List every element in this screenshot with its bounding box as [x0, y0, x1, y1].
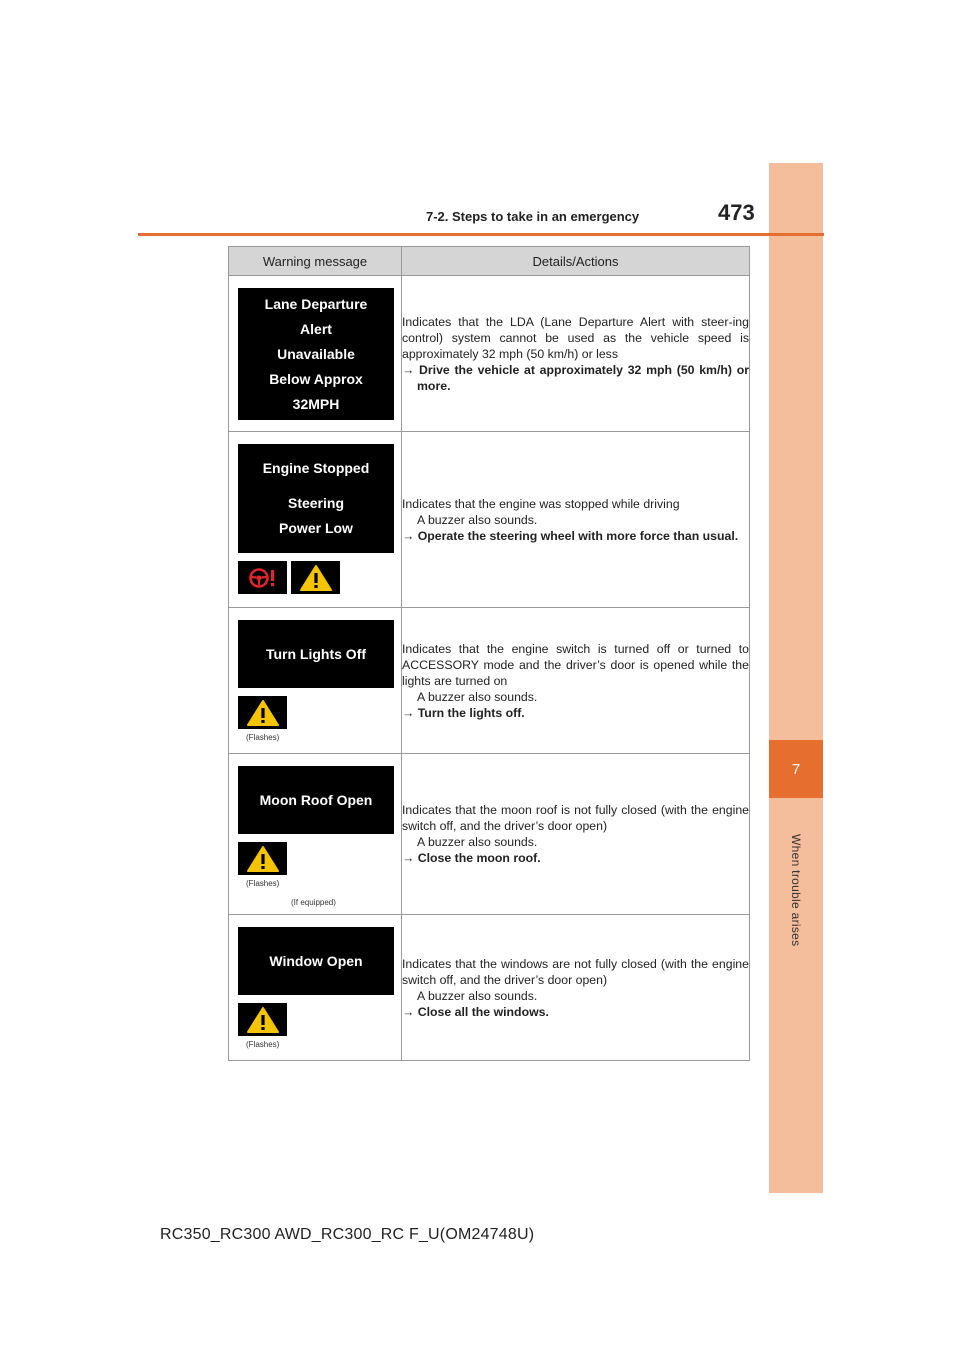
chapter-number: 7 — [769, 740, 823, 798]
warning-image-cell — [229, 915, 402, 1061]
table-row — [229, 754, 750, 915]
col-header-details-actions: Details/Actions — [402, 247, 750, 276]
extra-text: A buzzer also sounds. — [417, 512, 538, 527]
warning-image-cell — [229, 432, 402, 608]
details-cell — [402, 608, 750, 754]
warning-triangle-icon — [238, 842, 287, 875]
warning-message-table — [228, 246, 750, 1061]
details-cell — [402, 432, 750, 608]
chapter-side-tab — [769, 163, 823, 1193]
action-text: → Drive the vehicle at approximately 32 mph (50 km/h) or more. — [402, 362, 749, 393]
warning-image-cell — [229, 276, 402, 432]
screen-line: Engine Stopped — [262, 460, 370, 476]
screen-line: Alert — [300, 320, 332, 337]
details-text: Indicates that the engine was stopped while driving — [402, 496, 680, 511]
section-title: 7-2. Steps to take in an emergency — [426, 209, 640, 224]
display-screen-moon-roof-open — [238, 766, 394, 834]
details-text: Indicates that the engine switch is turned off or turned to ACCESSORY mode and the driver’s door is opened while the lights are turned on — [402, 641, 749, 688]
display-screen-window-open — [238, 927, 394, 995]
screen-line: Steering — [287, 495, 344, 511]
screen-line: 32MPH — [292, 395, 340, 412]
details-cell — [402, 276, 750, 432]
extra-text: A buzzer also sounds. — [417, 689, 538, 704]
screen-line: Lane Departure — [264, 295, 368, 312]
display-screen-turn-lights-off — [238, 620, 394, 688]
extra-text: A buzzer also sounds. — [417, 835, 538, 849]
details-text: Indicates that the moon roof is not fully closed (with the engine switch off, and the driver’s door open) — [402, 803, 749, 833]
details-cell — [402, 754, 750, 915]
table-row — [229, 276, 750, 432]
details-cell — [402, 915, 750, 1061]
screen-line: Below Approx — [269, 370, 363, 387]
screen-line: Moon Roof Open — [259, 791, 373, 808]
flashes-caption: (Flashes) — [246, 733, 280, 742]
table-row — [229, 608, 750, 754]
screen-line: Unavailable — [277, 345, 355, 362]
action-text: → Turn the lights off. — [402, 705, 525, 720]
details-text: Indicates that the windows are not fully closed (with the engine switch off, and the driver’s door open) — [402, 956, 749, 987]
warning-triangle-icon — [238, 1003, 287, 1036]
page-number: 473 — [718, 200, 755, 225]
header-rule — [138, 233, 824, 236]
warning-triangle-icon — [291, 561, 340, 594]
display-screen-lda — [238, 288, 394, 420]
extra-text: A buzzer also sounds. — [417, 988, 538, 1003]
screen-line: Turn Lights Off — [265, 645, 367, 662]
action-text: → Close the moon roof. — [402, 851, 541, 865]
col-header-warning-message: Warning message — [229, 247, 402, 276]
if-equipped-caption: (If equipped) — [291, 898, 336, 907]
display-screen-engine-stopped — [238, 444, 394, 553]
steering-warning-icon — [238, 561, 287, 594]
warning-image-cell — [229, 608, 402, 754]
table-row — [229, 432, 750, 608]
table-row — [229, 915, 750, 1061]
chapter-title: When trouble arises — [789, 833, 803, 947]
screen-line: Window Open — [269, 952, 363, 969]
warning-triangle-icon — [238, 696, 287, 729]
flashes-caption: (Flashes) — [246, 1040, 280, 1049]
flashes-caption: (Flashes) — [246, 879, 280, 888]
action-text: → Close all the windows. — [402, 1004, 549, 1019]
screen-line: Power Low — [279, 520, 353, 536]
action-text: → Operate the steering wheel with more force than usual. — [402, 528, 739, 543]
document-footer-code: RC350_RC300 AWD_RC300_RC F_U(OM24748U) — [160, 1226, 535, 1243]
table-header-row — [229, 247, 750, 276]
details-text: Indicates that the LDA (Lane Departure Alert with steer-ing control) system cannot be used as the vehicle speed is approximately 32 mph (50 km/h) or less — [402, 314, 749, 361]
warning-image-cell — [229, 754, 402, 915]
chapter-title-vertical — [769, 800, 823, 980]
